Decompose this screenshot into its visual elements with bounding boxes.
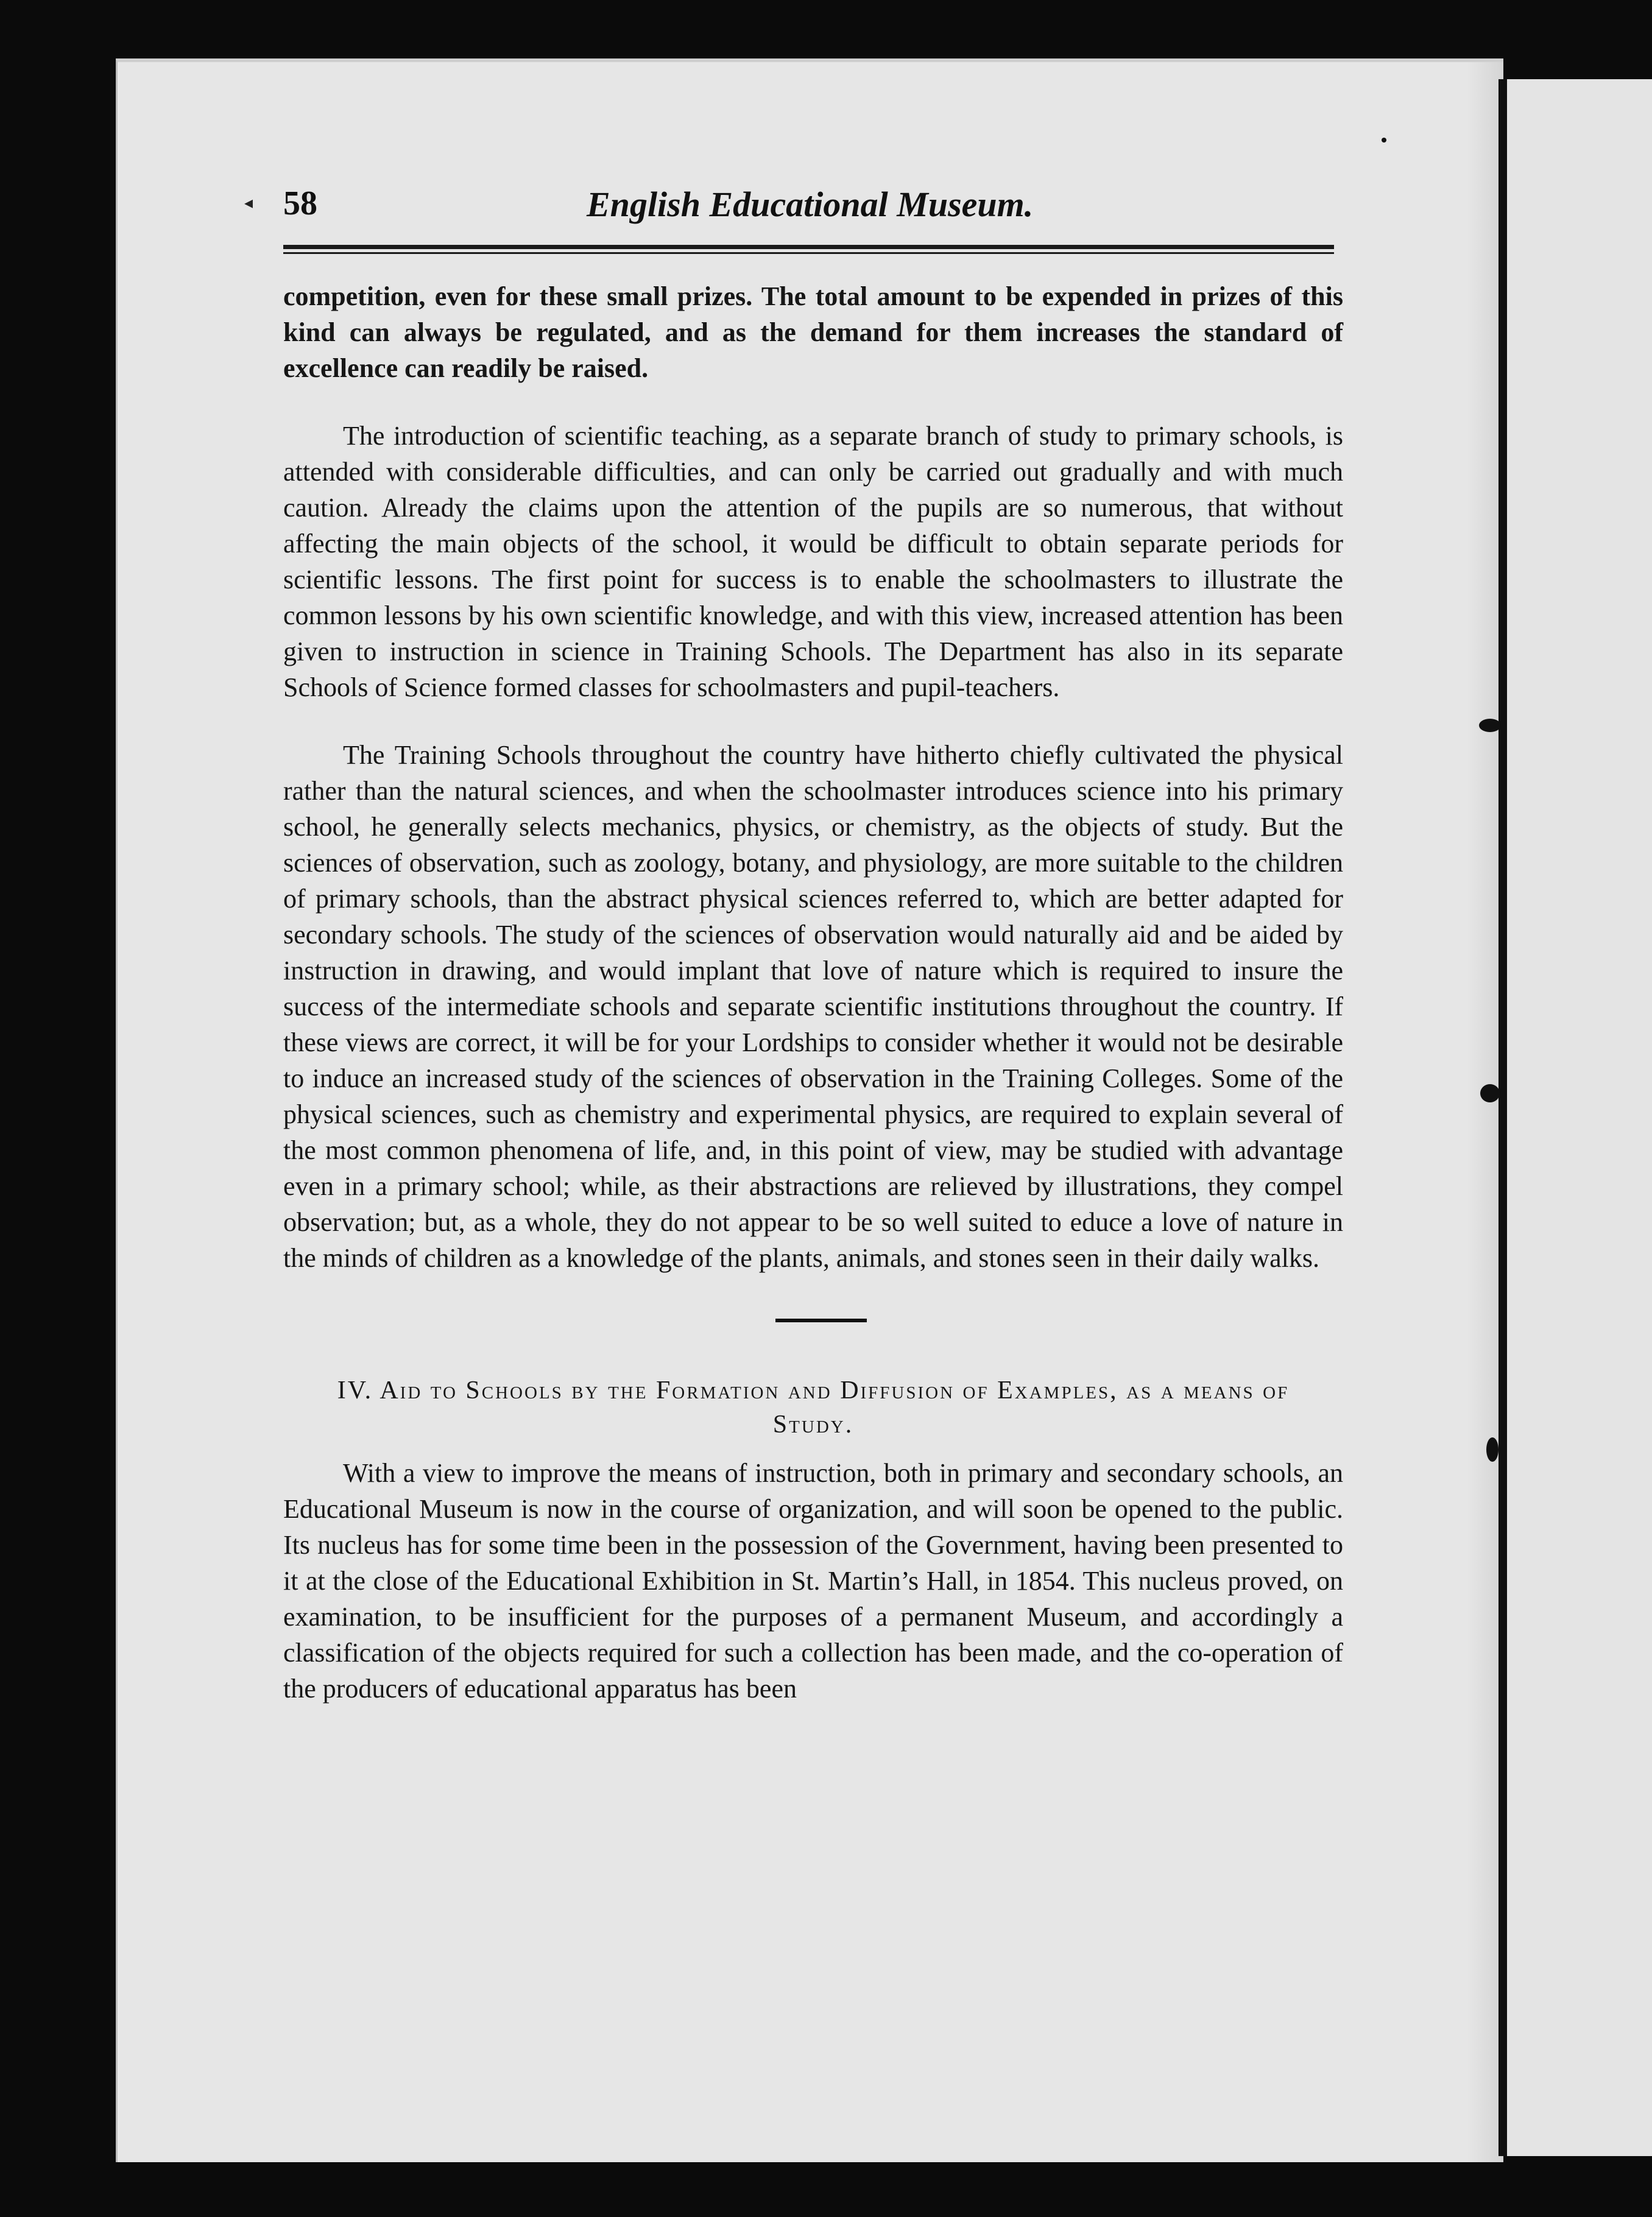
facing-page-edge (1498, 79, 1652, 2156)
body-text (283, 278, 1343, 1707)
section-divider (775, 1319, 867, 1322)
header-rule-thin (283, 252, 1334, 254)
scan-speck (1382, 138, 1386, 143)
paragraph-continuation: competition, even for these small prizes. The total amount to be expended in prizes of this kind can always be regulated, and as the demand for them increases the standard of excellence can readily be raised. (283, 281, 1343, 383)
running-title: English Educational Museum. (587, 185, 1034, 224)
section-heading: IV. Aid to Schools by the Formation and Diffusion of Examples, as a means of Study. (337, 1376, 1290, 1439)
section-divider-area (283, 1276, 1343, 1349)
paragraph-training-schools: The Training Schools throughout the country have hitherto chiefly cultivated the physical rather than the natural sciences, and when the schoolmaster introduces science into his primary school, he generally selects mechanics, physics, or chemistry, as the objects of study. But the sciences of observation, such as zoology, botany, and physiology, are more suitable to the children of primary schools, than the abstract physical sciences referred to, which are better adapted for secondary schools. The study of the sciences of observation would naturally aid and be aided by instruction in drawing, and would implant that love of nature which is required to insure the success of the intermediate schools and separate scientific institutions throughout the country. If these views are correct, it will be for your Lordships to consider whether it would not be desirable to induce an increased study of the sciences of observation in the Training Colleges. Some of the physical sciences, such as chemistry and experimental physics, are required to explain several of the most common phenomena of life, and, in this point of view, may be studied with advantage even in a primary school; while, as their abstractions are relieved by illustrations, they compel observation; but, as a whole, they do not appear to be so well suited to educe a love of nature in the minds of children as a knowledge of the plants, animals, and stones seen in their daily walks. (283, 740, 1343, 1273)
page-header (118, 184, 1503, 239)
binding-mark (1479, 719, 1501, 732)
paragraph-gap (283, 386, 1343, 418)
paragraph-scientific-teaching: The introduction of scientific teaching, as a separate branch of study to primary schools, is attended with considerable difficulties, and can only be carried out gradually and with much caution. Already the claims upon the attention of the pupils are so numerous, that without affecting the main objects of the school, it would be difficult to obtain separate periods for scientific lessons. The first point for success is to enable the schoolmasters to illustrate the common lessons by his own scientific knowledge, and with this view, increased attention has been given to instruction in science in Training Schools. The Department has also in its separate Schools of Science formed classes for schoolmasters and pupil-teachers. (283, 421, 1343, 702)
scanned-page (116, 58, 1503, 2162)
paragraph-educational-museum: With a view to improve the means of instruction, both in primary and secondary schools, an Educational Museum is now in the course of organization, and will soon be opened to the public. Its nucleus has for some time been in the possession of the Government, having been presented to it at the close of the Educational Exhibition in St. Martin’s Hall, in 1854. This nucleus proved, on examination, to be insufficient for the purposes of a permanent Museum, and accordingly a classification of the objects required for such a collection has been made, and the co-operation of the producers of educational apparatus has been (283, 1458, 1343, 1704)
page-number: 58 (283, 185, 317, 222)
binding-mark (1486, 1437, 1498, 1462)
header-rule-thick (283, 245, 1334, 249)
binding-mark (1480, 1084, 1500, 1102)
page-gutter-shadow (1467, 62, 1503, 2162)
margin-mark: ◂ (244, 194, 253, 213)
paragraph-gap (283, 705, 1343, 737)
